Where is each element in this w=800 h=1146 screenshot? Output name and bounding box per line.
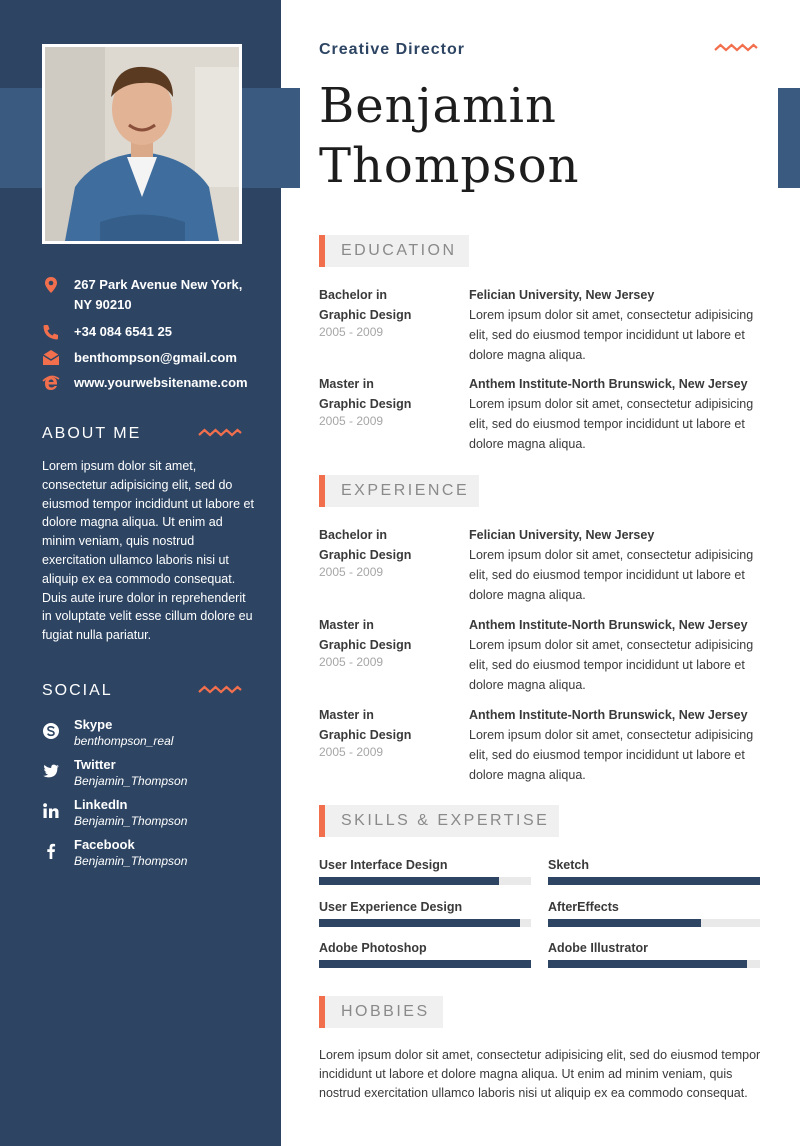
skill-bar-track <box>319 919 531 927</box>
entry-description: Lorem ipsum dolor sit amet, consectetur adipisicing elit, sed do eiusmod tempor incididunt ut labore et dolore magna aliqua. <box>469 397 754 451</box>
social-heading: SOCIAL <box>42 682 113 699</box>
contact-address <box>42 275 272 315</box>
entry-institution: Anthem Institute-North Brunswick, New Jersey <box>469 708 748 722</box>
experience-heading: EXPERIENCE <box>341 482 470 499</box>
skill-name: Adobe Photoshop <box>319 941 427 955</box>
entry-institution: Felician University, New Jersey <box>469 528 655 542</box>
education-entry <box>319 285 769 365</box>
skill-bar-track <box>319 960 531 968</box>
social-item-linkedin[interactable] <box>42 797 262 831</box>
degree-line-1: Master in <box>319 618 374 632</box>
entry-description: Lorem ipsum dolor sit amet, consectetur adipisicing elit, sed do eiusmod tempor incididunt ut labore et dolore magna aliqua. <box>469 308 754 362</box>
entry-institution: Felician University, New Jersey <box>469 288 655 302</box>
degree-line-2: Graphic Design <box>319 728 412 742</box>
skype-icon <box>42 722 60 740</box>
entry-description: Lorem ipsum dolor sit amet, consectetur adipisicing elit, sed do eiusmod tempor incididunt ut labore et dolore magna aliqua. <box>469 548 754 602</box>
social-item-facebook[interactable] <box>42 837 262 871</box>
address-line-2: NY 90210 <box>74 297 132 312</box>
experience-entry <box>319 705 769 785</box>
social-handle: Benjamin_Thompson <box>74 854 188 868</box>
skill-name: User Experience Design <box>319 900 463 914</box>
location-pin-icon <box>42 276 60 294</box>
skill-bar-fill <box>548 919 701 927</box>
contact-email <box>42 348 272 368</box>
social-name: Skype <box>74 717 113 732</box>
about-heading: ABOUT ME <box>42 425 142 442</box>
skill-bar-fill <box>548 960 747 968</box>
skill-bar-track <box>548 960 760 968</box>
social-item-skype[interactable] <box>42 717 262 751</box>
social-name: Facebook <box>74 837 135 852</box>
linkedin-icon <box>42 802 60 820</box>
entry-years: 2005 - 2009 <box>319 414 384 428</box>
twitter-icon <box>42 762 60 780</box>
social-handle: benthompson_real <box>74 734 174 748</box>
experience-section-header <box>319 475 479 507</box>
profile-photo <box>42 44 242 244</box>
skill-bar-fill <box>319 877 499 885</box>
entry-description: Lorem ipsum dolor sit amet, consectetur adipisicing elit, sed do eiusmod tempor incididunt ut labore et dolore magna aliqua. <box>469 728 754 782</box>
hobbies-text: Lorem ipsum dolor sit amet, consectetur adipisicing elit, sed do eiusmod tempor incididunt ut labore et dolore magna aliqua. Ut enim ad minim veniam, quis nostrud exercitation ullamco laboris nisi ut aliquip ex ea commodo consequat. <box>319 1048 761 1100</box>
wave-decoration <box>198 685 242 695</box>
skills-heading: SKILLS & EXPERTISE <box>341 812 550 829</box>
hobbies-heading: HOBBIES <box>341 1003 430 1020</box>
email-link[interactable]: benthompson@gmail.com <box>74 350 237 365</box>
job-title: Creative Director <box>319 41 465 58</box>
hobbies-section-header <box>319 996 443 1028</box>
entry-institution: Anthem Institute-North Brunswick, New Jersey <box>469 377 748 391</box>
degree-line-2: Graphic Design <box>319 308 412 322</box>
skill-item <box>548 900 760 934</box>
degree-line-2: Graphic Design <box>319 548 412 562</box>
degree-line-1: Master in <box>319 708 374 722</box>
skill-bar-fill <box>319 919 520 927</box>
education-entry <box>319 374 769 454</box>
entry-institution: Anthem Institute-North Brunswick, New Jersey <box>469 618 748 632</box>
social-handle: Benjamin_Thompson <box>74 814 188 828</box>
wave-decoration <box>714 43 758 53</box>
contact-website <box>42 373 272 393</box>
degree-line-1: Bachelor in <box>319 528 388 542</box>
education-section-header <box>319 235 469 267</box>
accent-band-right <box>778 88 800 188</box>
degree-line-1: Bachelor in <box>319 288 388 302</box>
website-link[interactable]: www.yourwebsitename.com <box>74 375 248 390</box>
social-name: Twitter <box>74 757 116 772</box>
skills-section-header <box>319 805 559 837</box>
phone-text: +34 084 6541 25 <box>74 324 172 339</box>
social-item-twitter[interactable] <box>42 757 262 791</box>
first-name: Benjamin <box>319 78 557 134</box>
skill-bar-fill <box>548 877 760 885</box>
skill-name: AfterEffects <box>548 900 619 914</box>
entry-years: 2005 - 2009 <box>319 325 384 339</box>
skill-item <box>319 900 531 934</box>
experience-entry <box>319 615 769 695</box>
skill-bar-fill <box>319 960 531 968</box>
social-handle: Benjamin_Thompson <box>74 774 188 788</box>
skill-name: Sketch <box>548 858 589 872</box>
about-text: Lorem ipsum dolor sit amet, consectetur adipisicing elit, sed do eiusmod tempor incididunt ut labore et dolore magna aliqua. Ut enim ad minim veniam, quis nostrud exercitation ullamco laboris nisi ut aliquip ex ea commodo consequat. Duis aute irure dolor in reprehenderit in voluptate velit esse cillum dolore eu fugiat nulla pariatur. <box>42 459 254 643</box>
envelope-icon <box>42 349 60 367</box>
skill-bar-track <box>548 919 760 927</box>
facebook-icon <box>42 842 60 860</box>
skill-item <box>548 858 760 892</box>
education-heading: EDUCATION <box>341 242 457 259</box>
degree-line-1: Master in <box>319 377 374 391</box>
entry-description: Lorem ipsum dolor sit amet, consectetur adipisicing elit, sed do eiusmod tempor incididunt ut labore et dolore magna aliqua. <box>469 638 754 692</box>
experience-entry <box>319 525 769 605</box>
skill-item <box>319 941 531 975</box>
degree-line-2: Graphic Design <box>319 638 412 652</box>
skill-name: Adobe Illustrator <box>548 941 649 955</box>
address-line-1: 267 Park Avenue New York, <box>74 277 243 292</box>
entry-years: 2005 - 2009 <box>319 655 384 669</box>
phone-icon <box>42 323 60 341</box>
social-name: LinkedIn <box>74 797 128 812</box>
skill-name: User Interface Design <box>319 858 448 872</box>
entry-years: 2005 - 2009 <box>319 745 384 759</box>
skill-item <box>319 858 531 892</box>
skill-bar-track <box>319 877 531 885</box>
wave-decoration <box>198 428 242 438</box>
contact-phone <box>42 322 272 342</box>
skill-bar-track <box>548 877 760 885</box>
last-name: Thompson <box>319 138 580 194</box>
web-e-icon <box>42 374 60 392</box>
degree-line-2: Graphic Design <box>319 397 412 411</box>
skill-item <box>548 941 760 975</box>
entry-years: 2005 - 2009 <box>319 565 384 579</box>
